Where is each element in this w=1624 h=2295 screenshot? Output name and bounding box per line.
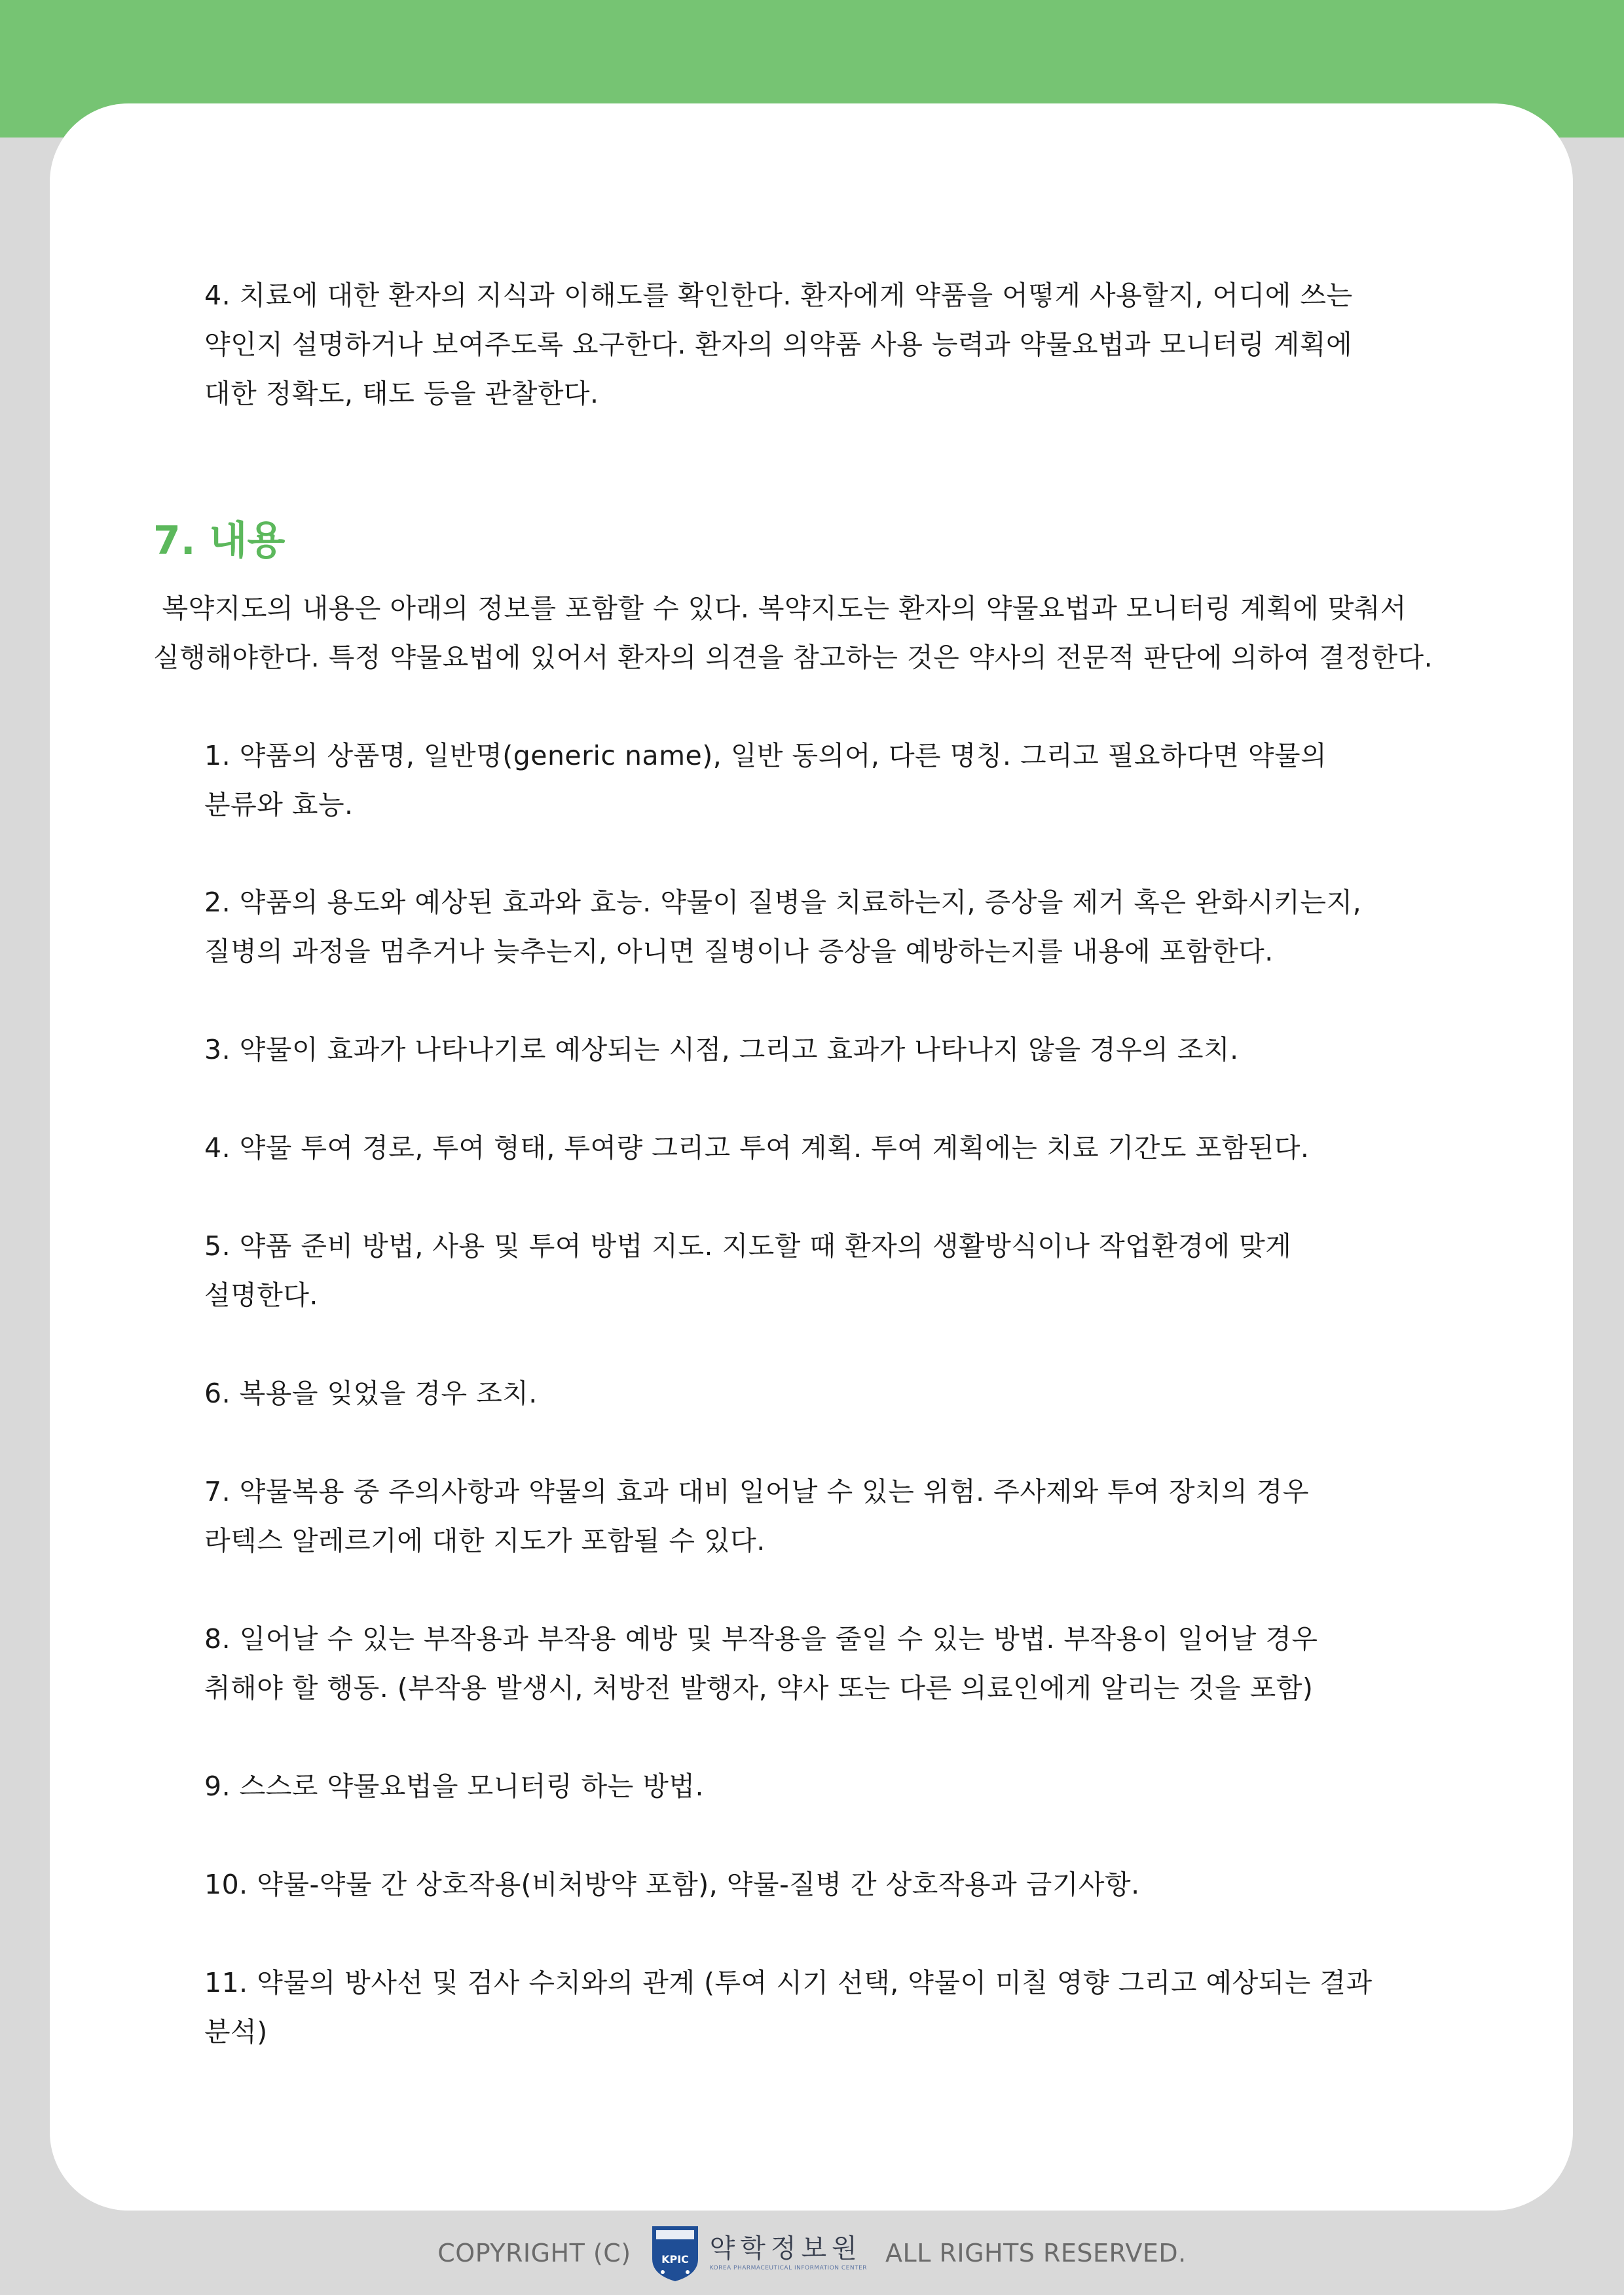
text-line: 분석) (204, 2016, 268, 2047)
text-line: 10. 약물-약물 간 상호작용(비처방약 포함), 약물-질병 간 상호작용과 금기사항. (204, 1869, 1140, 1900)
list-item-4 (204, 1124, 1309, 1173)
text-line: 7. 약물복용 중 주의사항과 약물의 효과 대비 일어날 수 있는 위험. 주사제와 투여 장치의 경우 (204, 1476, 1309, 1507)
kpic-seal-icon (650, 2224, 701, 2283)
text-line: 11. 약물의 방사선 및 검사 수치와의 관계 (투여 시기 선택, 약물이 미칠 영향 그리고 예상되는 결과 (204, 1967, 1373, 1998)
text-line: 5. 약품 준비 방법, 사용 및 투여 방법 지도. 지도할 때 환자의 생활방식이나 작업환경에 맞게 (204, 1230, 1292, 1262)
list-item-10 (204, 1860, 1140, 1909)
text-line: 실행해야한다. 특정 약물요법에 있어서 환자의 의견을 참고하는 것은 약사의 전문적 판단에 의하여 결정한다. (153, 642, 1433, 673)
seal-text: KPIC (661, 2252, 689, 2266)
text-line: 분류와 효능. (204, 789, 354, 820)
section-paragraph (153, 584, 1433, 682)
text-line: 4. 약물 투여 경로, 투여 형태, 투여량 그리고 투여 계획. 투여 계획에는 치료 기간도 포함된다. (204, 1132, 1310, 1164)
text-line: 1. 약품의 상품명, 일반명(generic name), 일반 동의어, 다른 명칭. 그리고 필요하다면 약물의 (204, 740, 1327, 771)
text-line: 9. 스스로 약물요법을 모니터링 하는 방법. (204, 1771, 705, 1802)
text-line: 라텍스 알레르기에 대한 지도가 포함될 수 있다. (204, 1525, 766, 1556)
list-item-8 (204, 1615, 1318, 1713)
text-line: 대한 정확도, 태도 등을 관찰한다. (204, 378, 599, 409)
kpic-logo (650, 2224, 867, 2283)
footer (0, 2211, 1624, 2295)
text-line: 취해야 할 행동. (부작용 발생시, 처방전 발행자, 약사 또는 다른 의료인에게 알리는 것을 포함) (204, 1672, 1314, 1704)
text-line: 3. 약물이 효과가 나타나기로 예상되는 시점, 그리고 효과가 나타나지 않을 경우의 조치. (204, 1034, 1239, 1065)
text-line: 8. 일어날 수 있는 부작용과 부작용 예방 및 부작용을 줄일 수 있는 방법. 부작용이 일어날 경우 (204, 1623, 1318, 1655)
list-item-1 (204, 731, 1327, 830)
text-line: 복약지도의 내용은 아래의 정보를 포함할 수 있다. 복약지도는 환자의 약물요법과 모니터링 계획에 맞춰서 (153, 593, 1407, 624)
logo-wordmark (710, 2233, 867, 2273)
list-item-9 (204, 1762, 704, 1811)
intro-list-item (204, 271, 1353, 418)
text-line: 설명한다. (204, 1279, 318, 1311)
text-line: 질병의 과정을 멈추거나 늦추는지, 아니면 질병이나 증상을 예방하는지를 내용에 포함한다. (204, 936, 1274, 967)
text-line: 약인지 설명하거나 보여주도록 요구한다. 환자의 의약품 사용 능력과 약물요법과 모니터링 계획에 (204, 329, 1353, 360)
logo-korean-name: 약학정보원 (709, 2233, 862, 2264)
list-item-3 (204, 1025, 1239, 1074)
list-item-2 (204, 878, 1361, 976)
text-line: 2. 약품의 용도와 예상된 효과와 효능. 약물이 질병을 치료하는지, 증상을 제거 혹은 완화시키는지, (204, 887, 1362, 918)
logo-english-name: KOREA PHARMACEUTICAL INFORMATION CENTER (709, 2264, 868, 2271)
text-line: 4. 치료에 대한 환자의 지식과 이해도를 확인한다. 환자에게 약품을 어떻게 사용할지, 어디에 쓰는 (204, 280, 1353, 311)
list-item-11 (204, 1958, 1373, 2057)
text-line: 6. 복용을 잊었을 경우 조치. (204, 1378, 538, 1409)
list-item-5 (204, 1222, 1291, 1320)
page-card (50, 103, 1573, 2211)
section-heading: 7. 내용 (153, 518, 286, 564)
document-content (50, 103, 1573, 2211)
copyright-text: COPYRIGHT (C) (437, 2238, 631, 2267)
list-item-7 (204, 1467, 1309, 1566)
rights-text: ALL RIGHTS RESERVED. (885, 2238, 1187, 2267)
list-item-6 (204, 1369, 538, 1418)
